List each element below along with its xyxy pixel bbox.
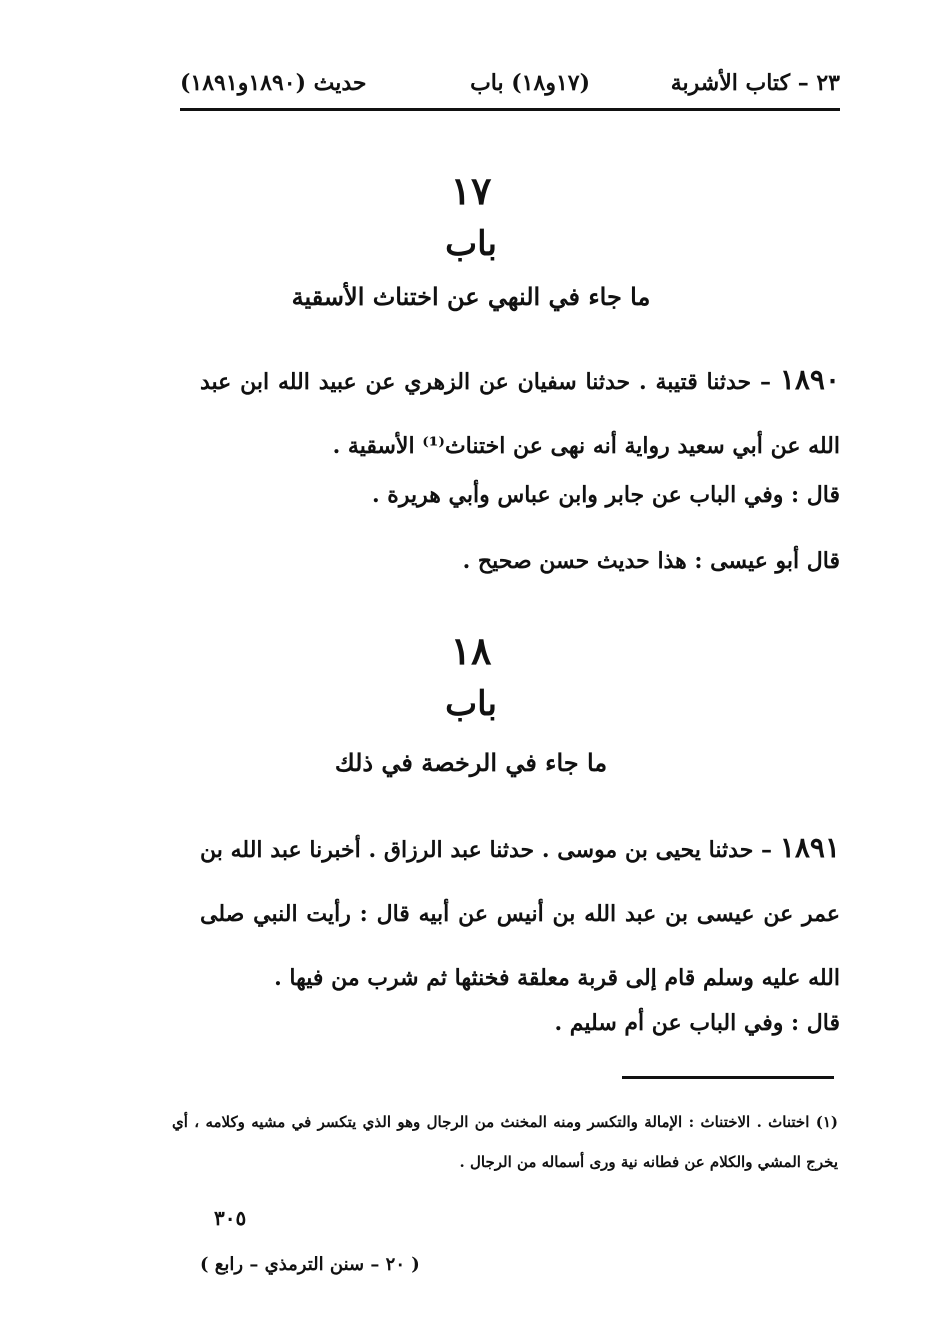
- header-book-title: ٢٣ – كتاب الأشربة: [670, 70, 840, 96]
- header-divider: [180, 108, 840, 111]
- bab-heading: باب: [445, 224, 497, 264]
- header-hadith-range: حديث (١٨٩٠و١٨٩١): [180, 70, 367, 96]
- printer-signature: ( ٢٠ – سنن الترمذي – رابع ): [200, 1254, 420, 1275]
- chapter-title: ما جاء في الرخصة في ذلك: [334, 748, 608, 777]
- chapter-number: ١٧: [450, 168, 492, 213]
- hadith-text: – حدثنا يحيى بن موسى . حدثنا عبد الرزاق . أخبرنا عبد الله بن عمر عن عيسى بن عبد الله بن أنيس عن أبيه قال : رأيت النبي صلى الله عليه وسلم قام إلى قربة معلقة فخنثها ثم شرب من فيها .: [200, 837, 840, 991]
- hadith-paragraph: [200, 348, 840, 478]
- bab-note: قال : وفي الباب عن أم سليم .: [554, 1010, 840, 1036]
- page-number: ٣٠٥: [214, 1206, 247, 1230]
- hadith-text: – حدثنا قتيبة . حدثنا سفيان عن الزهري عن عبيد الله ابن عبد الله عن أبي سعيد رواية أنه نهى عن اختناث⁽¹⁾ الأسقية .: [200, 369, 840, 459]
- footnote: (١) اختناث . الاختناث : الإمالة والتكسر ومنه المخنث من الرجال وهو الذي يتكسر في مشيه وكلامه ، أي يخرج المشي والكلام عن فطانه نية ورى أسماله من الرجال .: [172, 1113, 838, 1171]
- hadith-number: ١٨٩١: [779, 831, 840, 864]
- hadith-paragraph: [200, 816, 840, 1010]
- grading-note: قال أبو عيسى : هذا حديث حسن صحيح .: [462, 548, 840, 574]
- footnote-divider: [622, 1076, 834, 1079]
- chapter-number: ١٨: [450, 628, 492, 673]
- bab-note: قال : وفي الباب عن جابر وابن عباس وأبي هريرة .: [371, 482, 840, 508]
- running-header: [180, 64, 840, 104]
- hadith-number: ١٨٩٠: [779, 363, 840, 396]
- bab-heading: باب: [445, 684, 497, 724]
- chapter-title: ما جاء في النهي عن اختناث الأسقية: [291, 282, 651, 311]
- header-chapter-range: (١٧و١٨) باب: [470, 70, 590, 96]
